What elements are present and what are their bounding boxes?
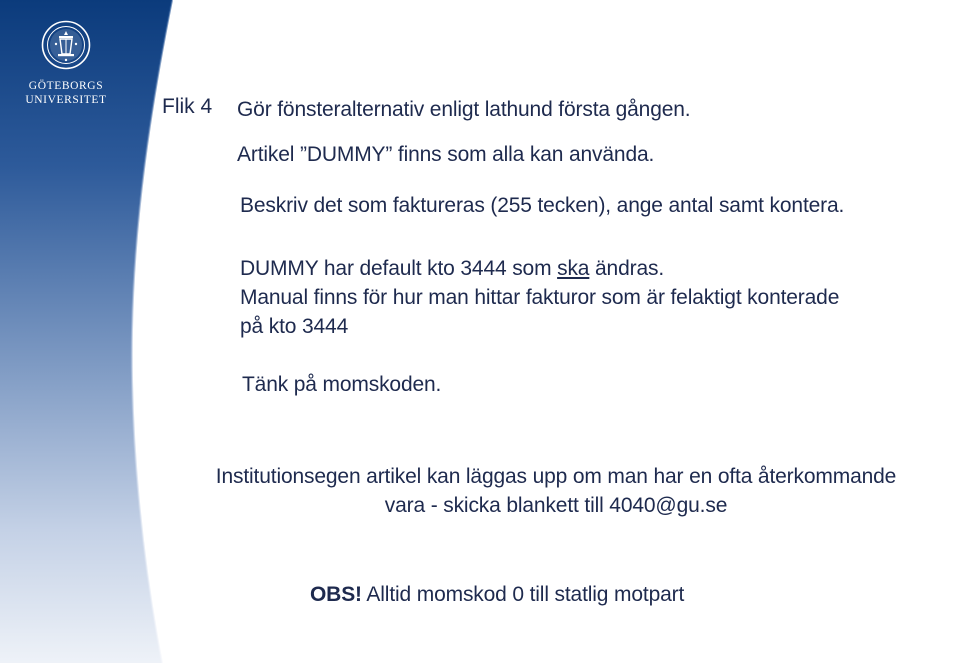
dummy-text-underlined: ska <box>557 257 590 280</box>
manual-line-2: på kto 3444 <box>240 315 349 338</box>
seal-icon <box>41 20 91 70</box>
logo-line-2: UNIVERSITET <box>25 94 107 106</box>
obs-label: OBS! <box>310 583 362 606</box>
instruction-line-2: Artikel ”DUMMY” finns som alla kan använda. <box>237 143 655 166</box>
logo-line-1: GÖTEBORGS <box>28 80 104 92</box>
manual-line-1: Manual finns för hur man hittar fakturor som är felaktigt konterade <box>240 286 840 309</box>
instruction-line-3: Beskriv det som faktureras (255 tecken), ange antal samt kontera. <box>240 194 845 217</box>
instruction-line-1: Gör fönsteralternativ enligt lathund första gången. <box>237 98 691 121</box>
dummy-line <box>240 256 664 282</box>
dummy-text-post: ändras. <box>589 257 665 280</box>
institution-line-1: Institutionsegen artikel kan läggas upp om man har en ofta återkommande <box>215 465 897 488</box>
moms-line: Tänk på momskoden. <box>242 373 442 396</box>
dummy-text-pre: DUMMY har default kto 3444 som <box>240 257 558 280</box>
obs-line <box>310 582 684 608</box>
obs-text: Alltid momskod 0 till statlig motpart <box>361 583 685 606</box>
institution-line-2: vara - skicka blankett till 4040@gu.se <box>384 494 728 517</box>
flik-label: Flik 4 <box>162 95 213 118</box>
university-logo <box>20 20 112 112</box>
